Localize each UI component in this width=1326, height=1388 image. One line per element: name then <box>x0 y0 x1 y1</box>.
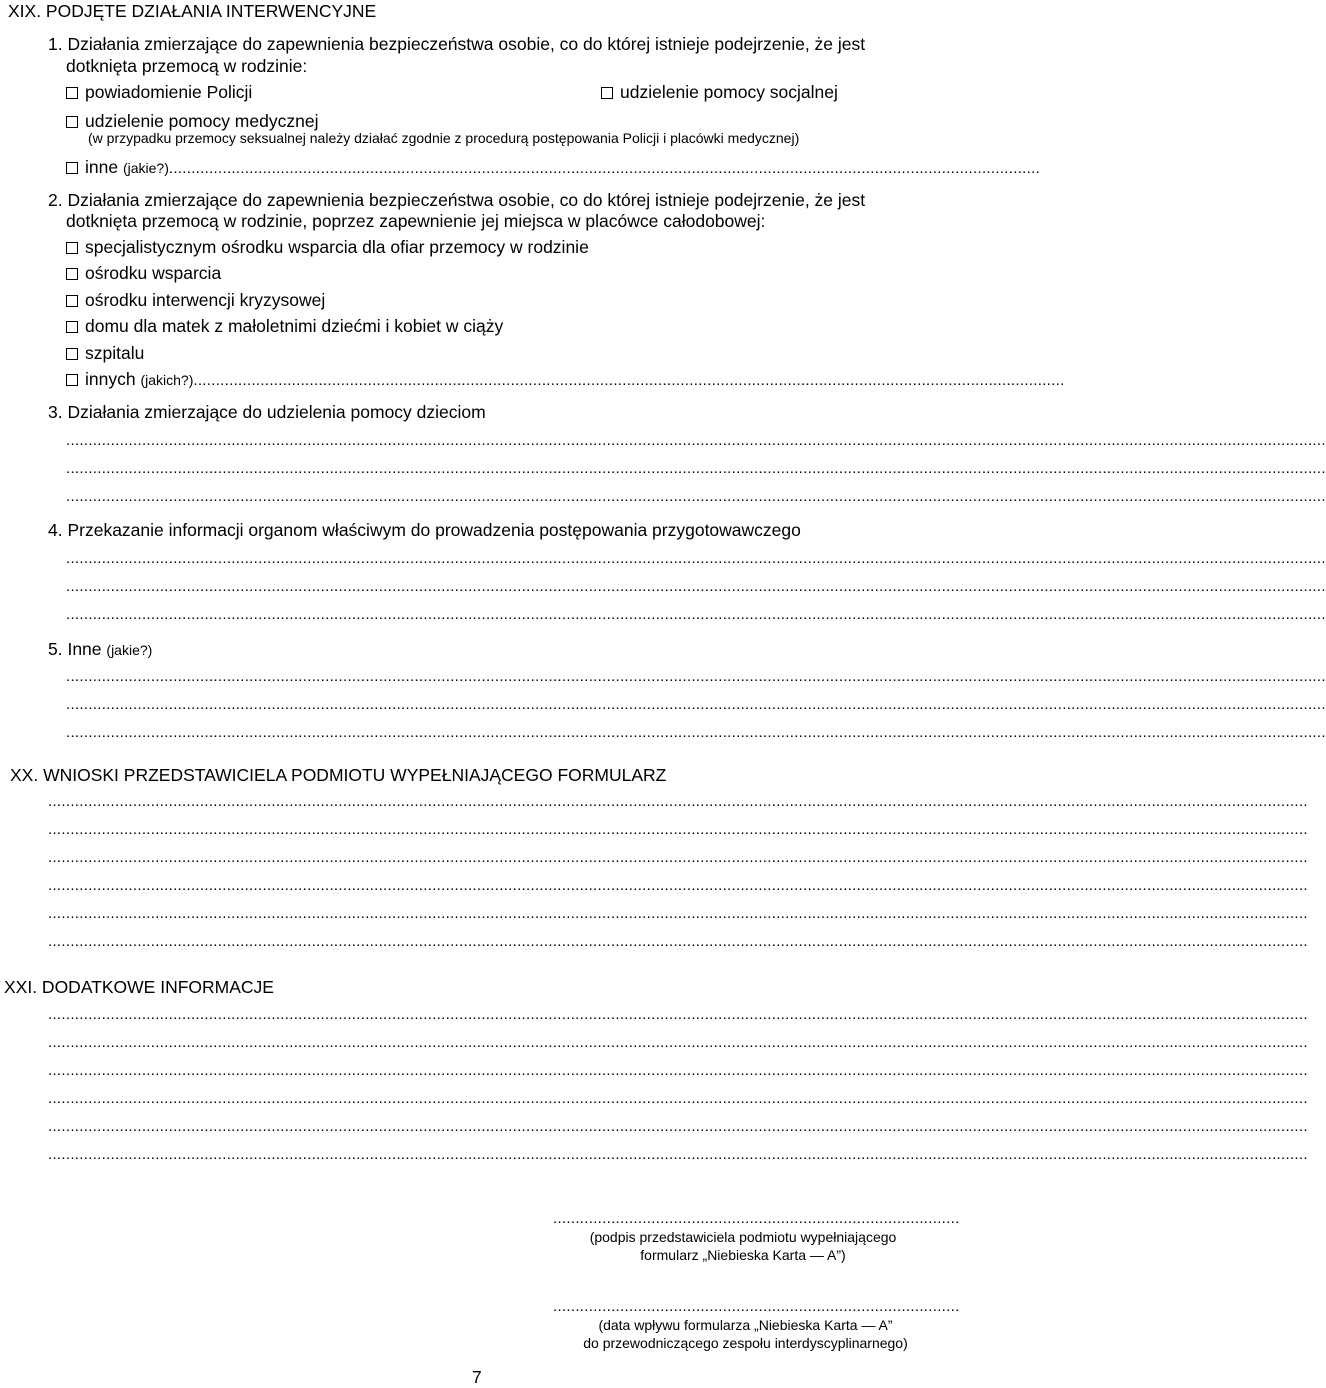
received-date-fill-line[interactable]: ........................................................................................... <box>553 1298 960 1315</box>
item5-label: 5. Inne <box>48 639 102 659</box>
checkbox-label: ośrodku interwencji kryzysowej <box>85 290 326 310</box>
item1-text-line2: dotknięta przemocą w rodzinie: <box>66 56 308 76</box>
fill-line[interactable]: .......................................................................................................................................................................................................................................................................................... <box>48 1146 1308 1163</box>
checkbox-osrodek-wsparcia[interactable] <box>66 262 221 284</box>
section-xx-title: XX. WNIOSKI PRZEDSTAWICIELA PODMIOTU WYPEŁNIAJĄCEGO FORMULARZ <box>10 765 667 785</box>
checkbox-icon[interactable] <box>601 87 613 99</box>
checkbox-label: specjalistycznym ośrodku wsparcia dla ofiar przemocy w rodzinie <box>85 237 589 257</box>
checkbox-interwencja-kryzysowa[interactable] <box>66 289 325 311</box>
fill-line[interactable]: .......................................................................................................................................................................................................................................................................................... <box>66 668 1326 685</box>
item5-hint: (jakie?) <box>106 642 153 658</box>
checkbox-icon[interactable] <box>66 87 78 99</box>
checkbox-icon[interactable] <box>66 242 78 254</box>
other-fill-line[interactable]: ................................................................................................................................................................................................... <box>193 372 1065 389</box>
checkbox-label: udzielenie pomocy medycznej <box>85 111 319 131</box>
fill-line[interactable]: .......................................................................................................................................................................................................................................................................................... <box>48 1062 1308 1079</box>
checkbox-icon[interactable] <box>66 348 78 360</box>
checkbox-pomoc-socjalna[interactable] <box>601 81 838 103</box>
item1-text-line1: 1. Działania zmierzające do zapewnienia bezpieczeństwa osobie, co do której istnieje podejrzenie, że jest <box>48 34 866 54</box>
fill-line[interactable]: .......................................................................................................................................................................................................................................................................................... <box>48 793 1308 810</box>
received-caption-line1: (data wpływu formularza „Niebieska Karta — A” <box>598 1317 893 1333</box>
signature-caption-line2: formularz „Niebieska Karta — A”) <box>640 1247 846 1263</box>
checkbox-powiadomienie-policji[interactable] <box>66 81 252 103</box>
checkbox-icon[interactable] <box>66 268 78 280</box>
checkbox-innych[interactable] <box>66 368 1065 390</box>
checkbox-label: innych <box>85 369 136 389</box>
fill-line[interactable]: .......................................................................................................................................................................................................................................................................................... <box>66 578 1326 595</box>
checkbox-label: udzielenie pomocy socjalnej <box>620 82 838 102</box>
fill-line[interactable]: .......................................................................................................................................................................................................................................................................................... <box>66 724 1326 741</box>
item5-title <box>48 638 152 660</box>
fill-line[interactable]: .......................................................................................................................................................................................................................................................................................... <box>48 933 1308 950</box>
checkbox-inne[interactable] <box>66 156 1041 178</box>
fill-line[interactable]: .......................................................................................................................................................................................................................................................................................... <box>66 696 1326 713</box>
checkbox-icon[interactable] <box>66 374 78 386</box>
item4-title: 4. Przekazanie informacji organom właściwym do prowadzenia postępowania przygotowawczego <box>48 520 801 540</box>
fill-line[interactable]: .......................................................................................................................................................................................................................................................................................... <box>66 550 1326 567</box>
checkbox-icon[interactable] <box>66 321 78 333</box>
checkbox-specjalistyczny-osrodek[interactable] <box>66 236 589 258</box>
medical-note: (w przypadku przemocy seksualnej należy działać zgodnie z procedurą postępowania Policji i placówki medycznej) <box>88 130 800 146</box>
fill-line[interactable]: .......................................................................................................................................................................................................................................................................................... <box>66 488 1326 505</box>
page-number: 7 <box>472 1367 482 1387</box>
other-fill-line[interactable]: ................................................................................................................................................................................................... <box>168 160 1041 177</box>
fill-line[interactable]: .......................................................................................................................................................................................................................................................................................... <box>48 1090 1308 1107</box>
received-caption-line2: do przewodniczącego zespołu interdyscyplinarnego) <box>583 1335 908 1351</box>
checkbox-icon[interactable] <box>66 116 78 128</box>
fill-line[interactable]: .......................................................................................................................................................................................................................................................................................... <box>66 606 1326 623</box>
fill-line[interactable]: .......................................................................................................................................................................................................................................................................................... <box>48 1034 1308 1051</box>
other-hint: (jakich?) <box>140 372 194 388</box>
signature-fill-line[interactable]: ........................................................................................... <box>553 1210 960 1227</box>
item2-text-line1: 2. Działania zmierzające do zapewnienia bezpieczeństwa osobie, co do której istnieje podejrzenie, że jest <box>48 190 866 210</box>
other-hint: (jakie?) <box>122 160 169 176</box>
checkbox-label: inne <box>85 157 119 177</box>
checkbox-label: ośrodku wsparcia <box>85 263 222 283</box>
section-xxi-title: XXI. DODATKOWE INFORMACJE <box>4 977 274 997</box>
signature-caption-line1: (podpis przedstawiciela podmiotu wypełniającego <box>589 1229 897 1245</box>
checkbox-label: szpitalu <box>85 343 145 363</box>
fill-line[interactable]: .......................................................................................................................................................................................................................................................................................... <box>48 821 1308 838</box>
checkbox-icon[interactable] <box>66 295 78 307</box>
fill-line[interactable]: .......................................................................................................................................................................................................................................................................................... <box>48 905 1308 922</box>
fill-line[interactable]: .......................................................................................................................................................................................................................................................................................... <box>48 877 1308 894</box>
fill-line[interactable]: .......................................................................................................................................................................................................................................................................................... <box>66 460 1326 477</box>
checkbox-icon[interactable] <box>66 162 78 174</box>
checkbox-dom-dla-matek[interactable] <box>66 315 503 337</box>
checkbox-szpital[interactable] <box>66 342 144 364</box>
checkbox-label: domu dla matek z małoletnimi dziećmi i kobiet w ciąży <box>85 316 504 336</box>
fill-line[interactable]: .......................................................................................................................................................................................................................................................................................... <box>48 1118 1308 1135</box>
fill-line[interactable]: .......................................................................................................................................................................................................................................................................................... <box>48 1006 1308 1023</box>
fill-line[interactable]: .......................................................................................................................................................................................................................................................................................... <box>66 432 1326 449</box>
fill-line[interactable]: .......................................................................................................................................................................................................................................................................................... <box>48 849 1308 866</box>
item3-title: 3. Działania zmierzające do udzielenia pomocy dzieciom <box>48 402 486 422</box>
checkbox-label: powiadomienie Policji <box>85 82 253 102</box>
section-xix-title: XIX. PODJĘTE DZIAŁANIA INTERWENCYJNE <box>8 1 377 21</box>
item2-text-line2: dotknięta przemocą w rodzinie, poprzez zapewnienie jej miejsca w placówce całodobowej: <box>66 211 766 231</box>
